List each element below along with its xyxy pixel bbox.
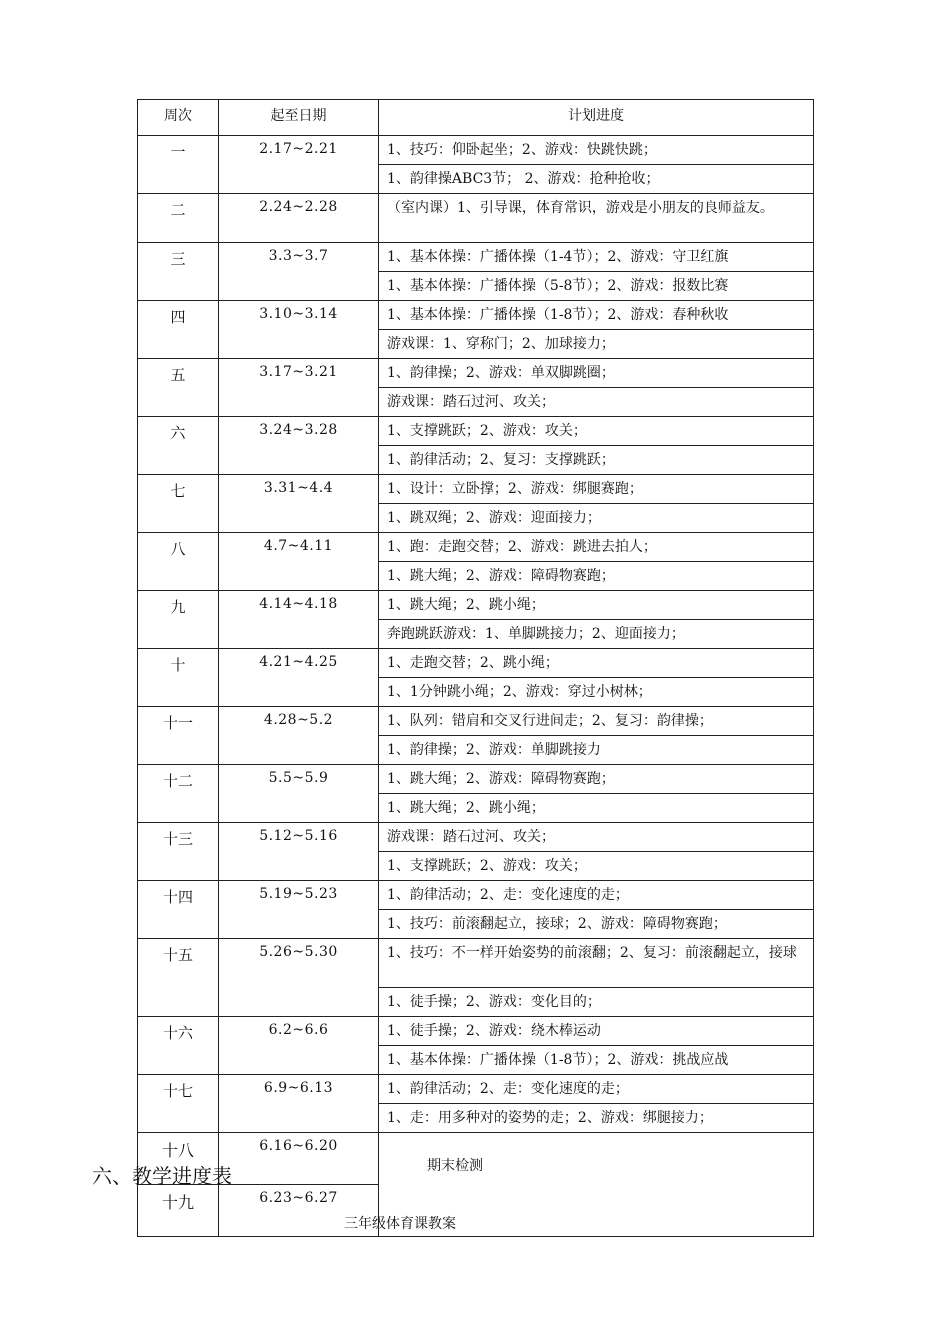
table-row (138, 301, 814, 330)
date-cell: 6.9~6.13 (219, 1075, 379, 1133)
schedule-table (137, 99, 814, 1237)
week-cell: 十二 (138, 765, 219, 823)
table-row (138, 194, 814, 243)
table-row (138, 649, 814, 678)
week-cell: 四 (138, 301, 219, 359)
week-cell: 十三 (138, 823, 219, 881)
date-cell: 5.26~5.30 (219, 939, 379, 1017)
week-cell: 十七 (138, 1075, 219, 1133)
week-cell: 十六 (138, 1017, 219, 1075)
table-row (138, 475, 814, 504)
plan-cell: 1、韵律操ABC3节； 2、游戏：抢种抢收； (379, 165, 814, 194)
date-cell: 2.17~2.21 (219, 136, 379, 194)
plan-cell: 1、跑：走跑交替；2、游戏：跳进去拍人； (379, 533, 814, 562)
header-row (138, 100, 814, 136)
plan-cell: 1、走：用多种对的姿势的走；2、游戏：绑腿接力； (379, 1104, 814, 1133)
date-cell: 5.5~5.9 (219, 765, 379, 823)
plan-cell: 1、跳双绳；2、游戏：迎面接力； (379, 504, 814, 533)
week-cell: 十九 (138, 1185, 219, 1237)
plan-cell: 1、韵律活动；2、走：变化速度的走； (379, 1075, 814, 1104)
plan-cell: 1、徒手操；2、游戏：变化目的； (379, 988, 814, 1017)
table-row (138, 881, 814, 910)
table-row (138, 359, 814, 388)
header-week: 周次 (138, 100, 219, 136)
table-row (138, 707, 814, 736)
plan-cell: 1、1分钟跳小绳；2、游戏：穿过小树林； (379, 678, 814, 707)
plan-cell: 1、韵律操；2、游戏：单双脚跳圈； (379, 359, 814, 388)
date-cell: 2.24~2.28 (219, 194, 379, 243)
week-cell: 八 (138, 533, 219, 591)
plan-cell: 1、技巧：仰卧起坐；2、游戏：快跳快跳； (379, 136, 814, 165)
week-cell: 十一 (138, 707, 219, 765)
date-cell: 3.24~3.28 (219, 417, 379, 475)
table-row (138, 1017, 814, 1046)
table-row (138, 939, 814, 988)
date-cell: 6.16~6.20 (219, 1133, 379, 1185)
date-cell: 4.7~4.11 (219, 533, 379, 591)
date-cell: 6.23~6.27 (219, 1185, 379, 1237)
week-cell: 七 (138, 475, 219, 533)
plan-cell: 1、韵律操；2、游戏：单脚跳接力 (379, 736, 814, 765)
plan-cell: 1、韵律活动；2、走：变化速度的走； (379, 881, 814, 910)
date-cell: 3.31~4.4 (219, 475, 379, 533)
plan-cell: 1、设计：立卧撑；2、游戏：绑腿赛跑； (379, 475, 814, 504)
date-cell: 4.28~5.2 (219, 707, 379, 765)
plan-cell: 1、技巧：前滚翻起立，接球；2、游戏：障碍物赛跑； (379, 910, 814, 939)
week-cell: 六 (138, 417, 219, 475)
final-exam-cell: 期末检测 (379, 1133, 814, 1237)
date-cell: 6.2~6.6 (219, 1017, 379, 1075)
plan-cell: （室内课）1、引导课，体育常识，游戏是小朋友的良师益友。 (379, 194, 814, 243)
date-cell: 3.10~3.14 (219, 301, 379, 359)
plan-cell: 1、基本体操：广播体操（5-8节）；2、游戏：报数比赛 (379, 272, 814, 301)
date-cell: 5.12~5.16 (219, 823, 379, 881)
header-plan: 计划进度 (379, 100, 814, 136)
plan-cell: 游戏课：踏石过河、攻关； (379, 823, 814, 852)
table-row (138, 243, 814, 272)
plan-cell: 游戏课：1、穿称门；2、加球接力； (379, 330, 814, 359)
date-cell: 5.19~5.23 (219, 881, 379, 939)
plan-cell: 1、基本体操：广播体操（1-4节）；2、游戏：守卫红旗 (379, 243, 814, 272)
table-row (138, 823, 814, 852)
plan-cell: 1、跳大绳；2、跳小绳； (379, 794, 814, 823)
plan-cell: 1、跳大绳；2、游戏：障碍物赛跑； (379, 765, 814, 794)
date-cell: 3.17~3.21 (219, 359, 379, 417)
week-cell: 九 (138, 591, 219, 649)
date-cell: 4.21~4.25 (219, 649, 379, 707)
date-cell: 4.14~4.18 (219, 591, 379, 649)
table-row (138, 765, 814, 794)
table-row (138, 417, 814, 446)
plan-cell: 1、跳大绳；2、跳小绳； (379, 591, 814, 620)
week-cell: 十五 (138, 939, 219, 1017)
section-title: 六、教学进度表 (92, 1164, 232, 1188)
plan-cell: 游戏课：踏石过河、攻关； (379, 388, 814, 417)
week-cell: 一 (138, 136, 219, 194)
plan-cell: 1、基本体操：广播体操（1-8节）；2、游戏：春种秋收 (379, 301, 814, 330)
date-cell: 3.3~3.7 (219, 243, 379, 301)
plan-cell: 1、跳大绳；2、游戏：障碍物赛跑； (379, 562, 814, 591)
footer-text: 三年级体育课教案 (344, 1216, 456, 1232)
plan-cell: 奔跑跳跃游戏：1、单脚跳接力；2、迎面接力； (379, 620, 814, 649)
plan-cell: 1、走跑交替；2、跳小绳； (379, 649, 814, 678)
plan-cell: 1、韵律活动；2、复习：支撑跳跃； (379, 446, 814, 475)
plan-cell: 1、徒手操；2、游戏：绕木棒运动 (379, 1017, 814, 1046)
week-cell: 十八 (138, 1133, 219, 1185)
plan-cell: 1、队列：错肩和交叉行进间走；2、复习：韵律操； (379, 707, 814, 736)
table-row (138, 591, 814, 620)
week-cell: 二 (138, 194, 219, 243)
plan-cell: 1、技巧：不一样开始姿势的前滚翻；2、复习：前滚翻起立，接球 (379, 939, 814, 988)
plan-cell: 1、支撑跳跃；2、游戏：攻关； (379, 852, 814, 881)
week-cell: 十四 (138, 881, 219, 939)
plan-cell: 1、支撑跳跃；2、游戏：攻关； (379, 417, 814, 446)
plan-cell: 1、基本体操：广播体操（1-8节）；2、游戏：挑战应战 (379, 1046, 814, 1075)
week-cell: 三 (138, 243, 219, 301)
week-cell: 五 (138, 359, 219, 417)
table-row (138, 1133, 814, 1185)
table-row (138, 533, 814, 562)
header-dates: 起至日期 (219, 100, 379, 136)
table-row (138, 136, 814, 165)
table-row (138, 1075, 814, 1104)
week-cell: 十 (138, 649, 219, 707)
